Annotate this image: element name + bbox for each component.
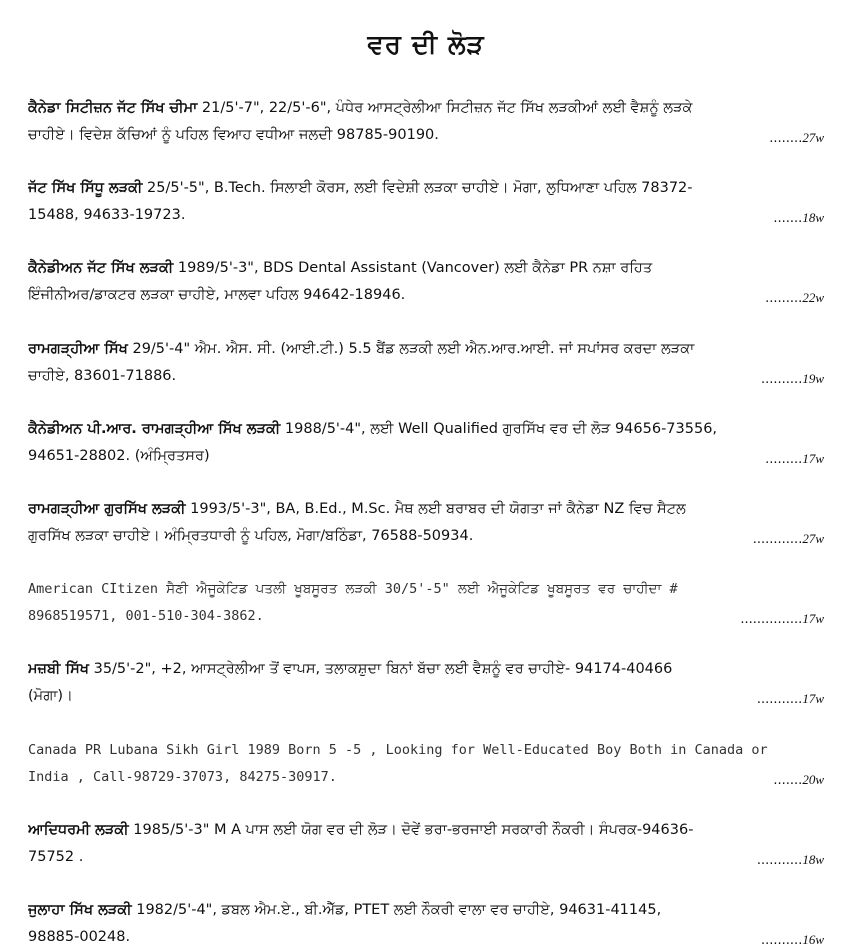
- ad-code-dots: .......: [773, 772, 803, 788]
- ad-line1-text: 35/5'-2", +2, ਆਸਟ੍ਰੇਲੀਆ ਤੋਂ ਵਾਪਸ, ਤਲਾਕਸ਼ੁਦਾ ਬਿਨਾਂ ਬੱਚਾ ਲਈ ਵੈਸ਼ਨੂੰ ਵਰ ਚਾਹੀਏ- 94174-40466: [88, 661, 673, 678]
- ad-line-2: [28, 282, 824, 309]
- ad-line2-text: ਚਾਹੀਏ। ਵਿਦੇਸ਼ ਕੱਚਿਆਂ ਨੂੰ ਪਹਿਲ ਵਿਆਹ ਵਧੀਆ ਜਲਦੀ 98785-90190.: [28, 127, 439, 143]
- ad-item: [28, 255, 824, 309]
- ad-line1-text: 1985/5'-3" M A ਪਾਸ ਲਈ ਯੋਗ ਵਰ ਦੀ ਲੋੜ। ਦੋਵੇਂ ਭਰਾ-ਭਰਜਾਈ ਸਰਕਾਰੀ ਨੌਕਰੀ। ਸੰਪਰਕ-94636-: [128, 821, 694, 838]
- ad-code: [761, 930, 824, 951]
- ad-line-1: [28, 817, 824, 844]
- ad-line2-text: 15488, 94633-19723.: [28, 207, 186, 224]
- ad-line-1: [28, 255, 824, 282]
- ad-line-1: [28, 737, 824, 764]
- ad-line1-text: 1982/5'-4", ਡਬਲ ਐਮ.ਏ., ਬੀ.ਐੱਡ, PTET ਲਈ ਨੌਕਰੀ ਵਾਲਾ ਵਰ ਚਾਹੀਏ, 94631-41145,: [131, 902, 662, 918]
- ad-line1-text: 25/5'-5", B.Tech. ਸਿਲਾਈ ਕੋਰਸ, ਲਈ ਵਿਦੇਸ਼ੀ ਲੜਕਾ ਚਾਹੀਏ। ਮੋਗਾ, ਲੁਧਿਆਣਾ ਪਹਿਲ 78372-: [142, 180, 693, 197]
- ad-lead: ਰਾਮਗੜ੍ਹੀਆ ਸਿੱਖ: [28, 340, 128, 357]
- ad-line2-text: 94651-28802. (ਅੰਮ੍ਰਿਤਸਰ): [28, 447, 210, 464]
- ad-item: [28, 95, 824, 149]
- ad-item: [28, 416, 824, 470]
- ad-line1-text: 1988/5'-4", ਲਈ Well Qualified ਗੁਰਸਿੱਖ ਵਰ ਦੀ ਲੋੜ 94656-73556,: [280, 420, 718, 437]
- ad-line-1: [28, 175, 824, 202]
- ad-line1-text: 1989/5'-3", BDS Dental Assistant (Vancover) ਲਈ ਕੈਨੇਡਾ PR ਨਸ਼ਾ ਰਹਿਤ: [173, 260, 653, 277]
- ad-code-dots: .......: [773, 211, 803, 227]
- ad-code-dots: ...........: [756, 692, 803, 708]
- ad-code-number: 17w: [802, 691, 824, 707]
- ad-code: [740, 609, 824, 630]
- ad-lead: ਜੱਟ ਸਿੱਖ ਸਿੱਧੂ ਲੜਕੀ: [28, 180, 143, 197]
- ad-lead: ਜੁਲਾਹਾ ਸਿੱਖ ਲੜਕੀ: [28, 902, 132, 918]
- ad-line-2: [28, 924, 824, 951]
- ad-line2-text: ਇੰਜੀਨੀਅਰ/ਡਾਕਟਰ ਲੜਕਾ ਚਾਹੀਏ, ਮਾਲਵਾ ਪਹਿਲ 94642-18946.: [28, 287, 406, 304]
- ad-line1-text: Canada PR Lubana Sikh Girl 1989 Born 5 -5 , Looking for Well-Educated Boy Both in Canada or: [28, 741, 768, 758]
- ad-code-number: 16w: [802, 932, 824, 947]
- ad-line-2: [28, 603, 824, 630]
- ad-code-number: 18w: [802, 851, 824, 867]
- ad-line-1: [28, 416, 824, 443]
- ad-lead: ਮਜ਼ਬੀ ਸਿੱਖ: [28, 661, 89, 678]
- page-title: ਵਰ ਦੀ ਲੋੜ: [367, 30, 485, 60]
- ad-code: [757, 689, 824, 710]
- ad-code-dots: ........: [769, 131, 803, 146]
- ad-line-1: [28, 897, 824, 924]
- ad-line1-text: American CItizen ਸੈਣੀ ਐਜੂਕੇਟਿਡ ਪਤਲੀ ਖੂਬਸੂਰਤ ਲੜਕੀ 30/5'-5" ਲਈ ਐਜੂਕੇਟਿਡ ਖੂਬਸੂਰਤ ਵਰ ਚਾਹੀਦਾ #: [28, 581, 678, 598]
- ad-code-dots: .........: [765, 291, 803, 307]
- ad-line-1: [28, 656, 824, 683]
- ad-code-number: 22w: [802, 290, 824, 306]
- ad-line-1: [28, 336, 824, 363]
- ad-line2-text: 98885-00248.: [28, 929, 131, 945]
- ad-code: [753, 529, 824, 550]
- ad-line-2: [28, 764, 824, 791]
- ad-code: [773, 770, 824, 791]
- ad-line-2: [28, 844, 824, 871]
- ad-code-dots: ..........: [761, 933, 803, 948]
- ad-code: [757, 850, 824, 871]
- ad-line2-text: ਗੁਰਸਿੱਖ ਲੜਕਾ ਚਾਹੀਏ। ਅੰਮ੍ਰਿਤਧਾਰੀ ਨੂੰ ਪਹਿਲ, ਮੋਗਾ/ਬਠਿੰਡਾ, 76588-50934.: [28, 528, 474, 544]
- ad-line1-text: 1993/5'-3", BA, B.Ed., M.Sc. ਮੈਥ ਲਈ ਬਰਾਬਰ ਦੀ ਯੋਗਤਾ ਜਾਂ ਕੈਨੇਡਾ NZ ਵਿਚ ਸੈਟਲ: [185, 501, 686, 517]
- ad-item: [28, 897, 824, 951]
- ad-code-number: 17w: [802, 611, 824, 627]
- ad-lead: ਰਾਮਗੜ੍ਹੀਆ ਗੁਰਸਿੱਖ ਲੜਕੀ: [28, 501, 186, 517]
- ad-code: [761, 369, 824, 390]
- ad-line2-text: 75752 .: [28, 848, 84, 865]
- ad-code-number: 27w: [802, 130, 824, 145]
- ad-line-2: [28, 683, 824, 710]
- ad-code-number: 18w: [802, 210, 824, 226]
- ad-lead: ਆਦਿਧਰਮੀ ਲੜਕੀ: [28, 821, 129, 838]
- ad-item: [28, 336, 824, 390]
- ad-code-dots: ...............: [740, 612, 803, 628]
- ad-line2-text: (ਮੋਗਾ)।: [28, 688, 73, 705]
- ad-line1-text: 21/5'-7", 22/5'-6", ਪੰਧੇਰ ਆਸਟ੍ਰੇਲੀਆ ਸਿਟੀਜ਼ਨ ਜੱਟ ਸਿੱਖ ਲੜਕੀਆਂ ਲਈ ਵੈਸ਼ਨੂੰ ਲੜਕੇ: [197, 100, 693, 116]
- ad-item: [28, 175, 824, 229]
- ad-code: [769, 128, 824, 149]
- ad-line2-text: 8968519571, 001-510-304-3862.: [28, 608, 264, 625]
- ad-line-2: [28, 523, 824, 550]
- ad-lead: ਕੈਨੇਡਾ ਸਿਟੀਜ਼ਨ ਜੱਟ ਸਿੱਖ ਚੀਮਾ: [28, 100, 198, 116]
- ad-code-number: 17w: [802, 450, 824, 466]
- ad-code-number: 19w: [802, 370, 824, 386]
- ad-item: [28, 656, 824, 710]
- ad-line-2: [28, 122, 824, 149]
- ad-lead: ਕੈਨੇਡੀਅਨ ਜੱਟ ਸਿੱਖ ਲੜਕੀ: [28, 260, 174, 277]
- ad-line-2: [28, 363, 824, 390]
- ad-code-dots: ............: [752, 532, 803, 547]
- ad-lead: ਕੈਨੇਡੀਅਨ ਪੀ.ਆਰ. ਰਾਮਗੜ੍ਹੀਆ ਸਿੱਖ ਲੜਕੀ: [28, 420, 281, 437]
- ad-item: [28, 496, 824, 550]
- ad-line-1: [28, 496, 824, 523]
- ad-item: [28, 817, 824, 871]
- ad-line2-text: India , Call-98729-37073, 84275-30917.: [28, 768, 337, 785]
- ad-line-2: [28, 443, 824, 470]
- ad-item: [28, 737, 824, 791]
- ad-code-number: 20w: [802, 771, 824, 787]
- ad-code-dots: ...........: [756, 852, 803, 868]
- ad-line-1: [28, 576, 824, 603]
- ad-code: [773, 208, 824, 229]
- ad-code: [765, 449, 824, 470]
- ad-code-number: 27w: [802, 531, 824, 546]
- ad-line-1: [28, 95, 824, 122]
- ad-line-2: [28, 202, 824, 229]
- ad-item: [28, 576, 824, 630]
- ad-line1-text: 29/5'-4" ਐਮ. ਐਸ. ਸੀ. (ਆਈ.ਟੀ.) 5.5 ਬੈਂਡ ਲੜਕੀ ਲਈ ਐਨ.ਆਰ.ਆਈ. ਜਾਂ ਸਪਾਂਸਰ ਕਰਦਾ ਲੜਕਾ: [127, 340, 695, 357]
- ad-code-dots: ..........: [761, 371, 803, 387]
- ad-line2-text: ਚਾਹੀਏ, 83601-71886.: [28, 367, 177, 384]
- ad-code: [765, 288, 824, 309]
- ad-code-dots: .........: [765, 451, 803, 467]
